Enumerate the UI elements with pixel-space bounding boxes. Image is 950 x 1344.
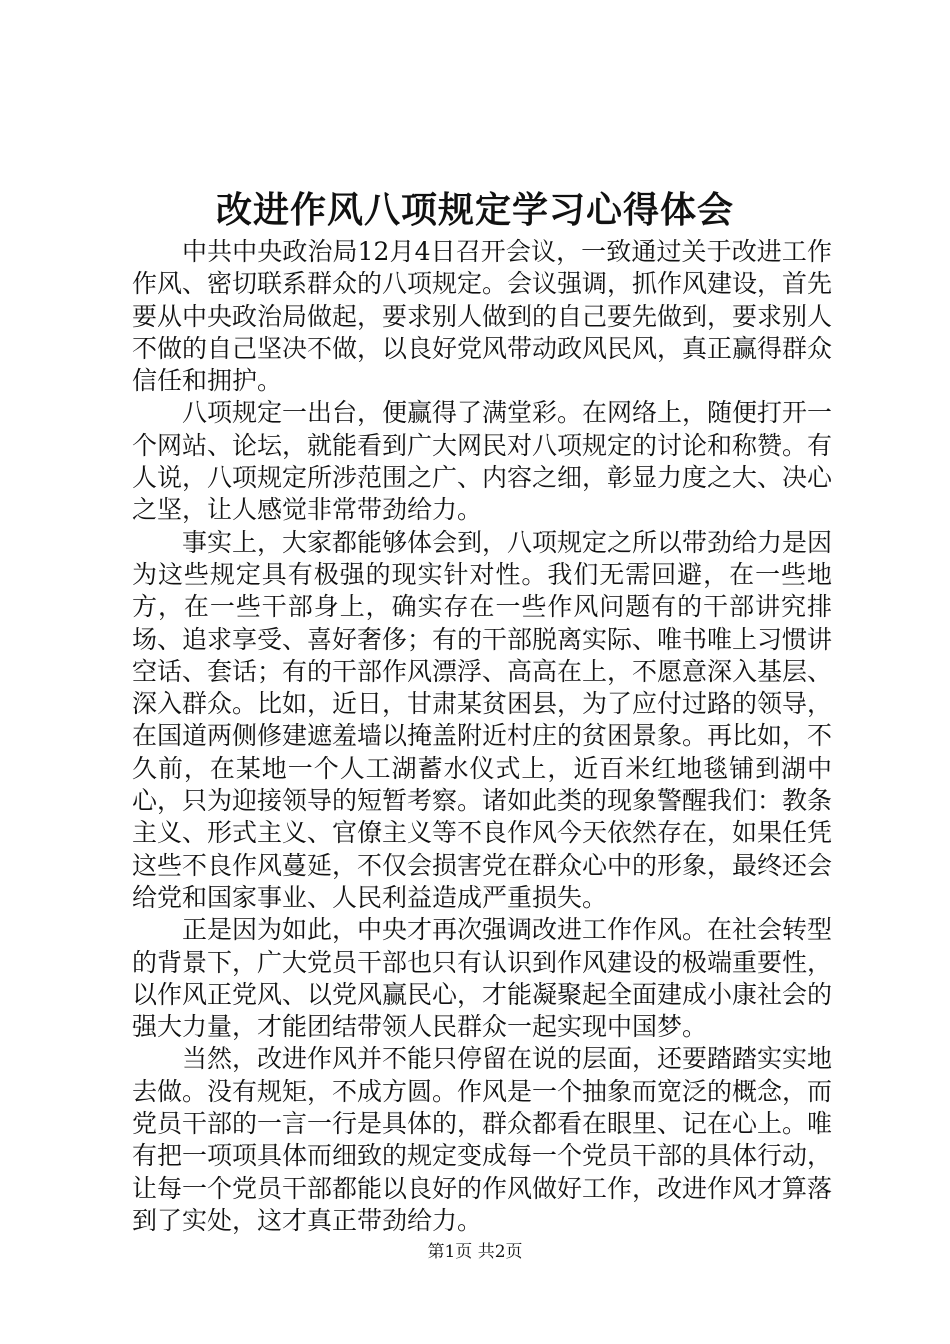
paragraph: 中共中央政治局12月4日召开会议，一致通过关于改进工作作风、密切联系群众的八项规定。会议强调，抓作风建设，首先要从中央政治局做起，要求别人做到的自己要先做到，要求别人不做的自己坚决不做，以良好党风带动政风民风，真正赢得群众信任和拥护。 — [132, 237, 833, 396]
paragraph: 当然，改进作风并不能只停留在说的层面，还要踏踏实实地去做。没有规矩，不成方圆。作风是一个抽象而宽泛的概念，而党员干部的一言一行是具体的，群众都看在眼里、记在心上。唯有把一项项具体而细致的规定变成每一个党员干部的具体行动，让每一个党员干部都能以良好的作风做好工作，改进作风才算落到了实处，这才真正带劲给力。 — [132, 1044, 833, 1235]
document-title: 改进作风八项规定学习心得体会 — [215, 189, 734, 231]
paragraph: 正是因为如此，中央才再次强调改进工作作风。在社会转型的背景下，广大党员干部也只有认识到作风建设的极端重要性，以作风正党风、以党风赢民心，才能凝聚起全面建成小康社会的强大力量，才能团结带领人民群众一起实现中国梦。 — [132, 915, 833, 1042]
paragraph: 事实上，大家都能够体会到，八项规定之所以带劲给力是因为这些规定具有极强的现实针对性。我们无需回避，在一些地方，在一些干部身上，确实存在一些作风问题有的干部讲究排场、追求享受、喜好奢侈；有的干部脱离实际、唯书唯上习惯讲空话、套话；有的干部作风漂浮、高高在上，不愿意深入基层、深入群众。比如，近日，甘肃某贫困县，为了应付过路的领导，在国道两侧修建遮羞墙以掩盖附近村庄的贫困景象。再比如，不久前，在某地一个人工湖蓄水仪式上，近百米红地毯铺到湖中心，只为迎接领导的短暂考察。诸如此类的现象警醒我们：教条主义、形式主义、官僚主义等不良作风今天依然存在，如果任凭这些不良作风蔓延，不仅会损害党在群众心中的形象，最终还会给党和国家事业、人民利益造成严重损失。 — [132, 527, 833, 912]
paragraph: 八项规定一出台，便赢得了满堂彩。在网络上，随便打开一个网站、论坛，就能看到广大网民对八项规定的讨论和称赞。有人说，八项规定所涉范围之广、内容之细，彰显力度之大、决心之坚，让人感觉非常带劲给力。 — [132, 398, 833, 525]
page-footer: 第1页 共2页 — [427, 1242, 523, 1262]
document-body — [132, 236, 832, 1237]
